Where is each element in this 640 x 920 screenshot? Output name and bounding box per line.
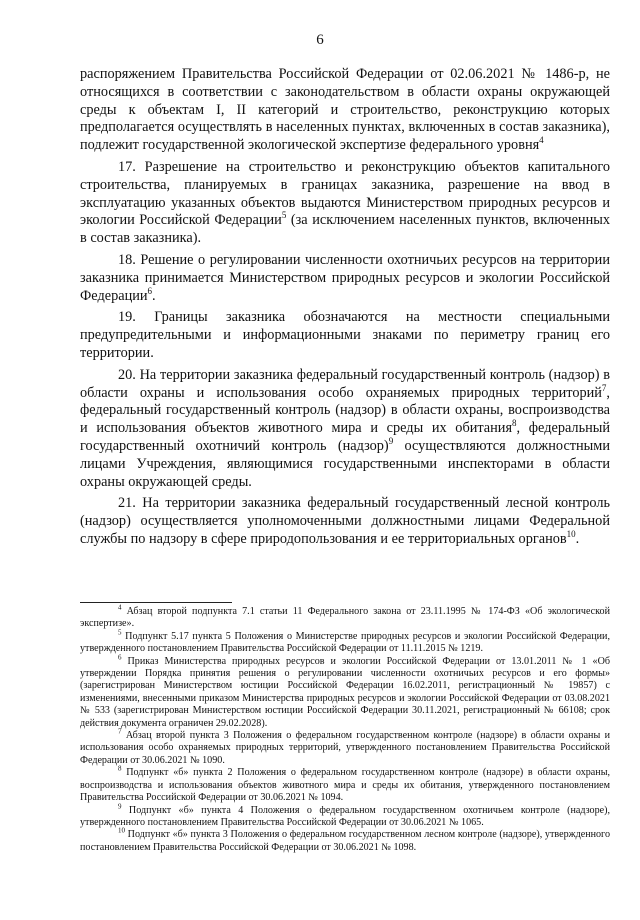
paragraph-continuation (80, 66, 610, 155)
paragraph-text: , федеральный государственный охотничий контроль (надзор) (80, 420, 610, 454)
footnote-mark: 9 (118, 802, 122, 811)
footnote-text: Абзац второй пункта 3 Положения о федеральном государственном контроле (надзоре) в области охраны и использования особо охраняемых природных территорий, утвержденного постановлением Правительства Российской Федерации от 30.06.2021 № 1090. (80, 730, 610, 766)
document-body (80, 66, 610, 553)
paragraph-text: 21. На территории заказника федеральный государственный лесной контроль (надзор) осуществляется уполномоченными должностными лицами Федеральной службы по надзору в сфере природопользования и ее территориальных органов (80, 495, 610, 547)
footnote-8 (80, 764, 610, 804)
paragraph-20 (80, 367, 610, 492)
footnote-text: Подпункт «б» пункта 2 Положения о федеральном государственном контроле (надзоре) в области охраны, воспроизводства и использования объектов животного мира и среды их обитания, утвержденного постановлением Правительства Российской Федерации от 30.06.2021 № 1094. (80, 767, 610, 804)
footnote-9 (80, 802, 610, 830)
paragraph-text: 17. Разрешение на строительство и реконструкцию объектов капитального строительства, планируемых в границах заказника, разрешение на ввод в эксплуатацию указанных объектов выдаются Министерством природных ресурсов и экологии Российской Федерации (80, 158, 610, 229)
footnote-ref[interactable]: 6 (147, 285, 153, 296)
footnote-mark: 10 (118, 826, 125, 835)
footnote-text: Абзац второй подпункта 7.1 статьи 11 Федерального закона от 23.11.1995 № 174-ФЗ «Об экологической экспертизе». (80, 606, 610, 630)
footnote-mark: 5 (118, 628, 122, 637)
paragraph-text: осуществляются должностными лицами Учреждения, являющимися государственными инспекторами в области охраны окружающей среды. (80, 437, 610, 490)
footnote-text: Подпункт «б» пункта 3 Положения о федеральном государственном лесном контроле (надзоре), утвержденного постановлением Правительства Российской Федерации от 30.06.2021 № 1098. (80, 829, 610, 853)
footnote-7 (80, 727, 610, 767)
footnote-ref[interactable]: 10 (566, 529, 576, 540)
footnote-5 (80, 628, 610, 656)
footnote-ref[interactable]: 9 (388, 436, 394, 447)
footnote-mark: 8 (118, 764, 122, 773)
footnote-mark: 7 (118, 727, 122, 736)
footnote-ref[interactable]: 5 (281, 210, 287, 221)
paragraph-text: 20. На территории заказника федеральный государственный контроль (надзор) в области охраны и использования особо охраняемых природных территорий (80, 366, 610, 401)
page-number: 6 (316, 32, 324, 48)
paragraph-text: 18. Решение о регулировании численности охотничьих ресурсов на территории заказника принимается Министерством природных ресурсов и экологии Российской Федерации (80, 251, 610, 304)
footnote-ref[interactable]: 4 (539, 135, 544, 146)
footnote-mark: 6 (118, 653, 122, 662)
paragraph-21 (80, 495, 610, 548)
footnote-ref[interactable]: 8 (512, 418, 517, 429)
paragraph-18 (80, 252, 610, 305)
paragraph-17 (80, 159, 610, 248)
footnotes-section (80, 603, 610, 854)
paragraph-text: (за исключением населенных пунктов, включенных в состав заказника). (80, 212, 610, 247)
footnote-10 (80, 826, 610, 854)
footnote-divider (80, 602, 232, 603)
footnote-text: Приказ Министерства природных ресурсов и экологии Российской Федерации от 13.01.2011 № 1 «Об утверждении Порядка принятия решения о регулировании численности охотничьих ресурсов и его формы» (зарегистрирован Министерством юстиции Российской Федерации 16.02.2011, регистрационный № 19857) с изменениями, внесенными приказом Министерства природных ресурсов и экологии Российской Федерации от 03.08.2021 № 533 (зарегистрирован Министерством юстиции Российской Федерации 30.11.2021, регистрационный № 66108; срок действия документа ограничен 29.02.2028). (80, 655, 610, 729)
footnote-text: Подпункт 5.17 пункта 5 Положения о Министерстве природных ресурсов и экологии Российской Федерации, утвержденного постановлением Правительства Российской Федерации от 11.11.2015 № 1219. (80, 630, 610, 655)
footnote-text: Подпункт «б» пункта 4 Положения о федеральном государственном охотничьем контроле (надзоре), утвержденного постановлением Правительства Российской Федерации от 30.06.2021 № 1065. (80, 804, 610, 828)
paragraph-19 (80, 309, 610, 362)
paragraph-text: распоряжением Правительства Российской Федерации от 02.06.2021 № 1486-р, не относящихся в соответствии с законодательством в области охраны окружающей среды к объектам I, II категорий и строительство, реконструкцию которых предполагается осуществлять в населенных пунктах, включенных в состав заказника), подлежит государственной экологической экспертизе федерального уровня (80, 66, 610, 154)
footnote-4 (80, 603, 610, 631)
footnote-ref[interactable]: 7 (601, 382, 607, 393)
paragraph-text: , федеральный государственный контроль (надзор) в области охраны, воспроизводства и использования объектов животного мира и среды их обитания (80, 384, 610, 437)
paragraph-text: . (152, 287, 156, 304)
paragraph-text: . (575, 530, 580, 547)
paragraph-text: 19. Границы заказника обозначаются на местности специальными предупредительными и информационными знаками по периметру границ его территории. (80, 309, 610, 361)
footnote-6 (80, 653, 610, 730)
footnote-mark: 4 (118, 603, 122, 612)
